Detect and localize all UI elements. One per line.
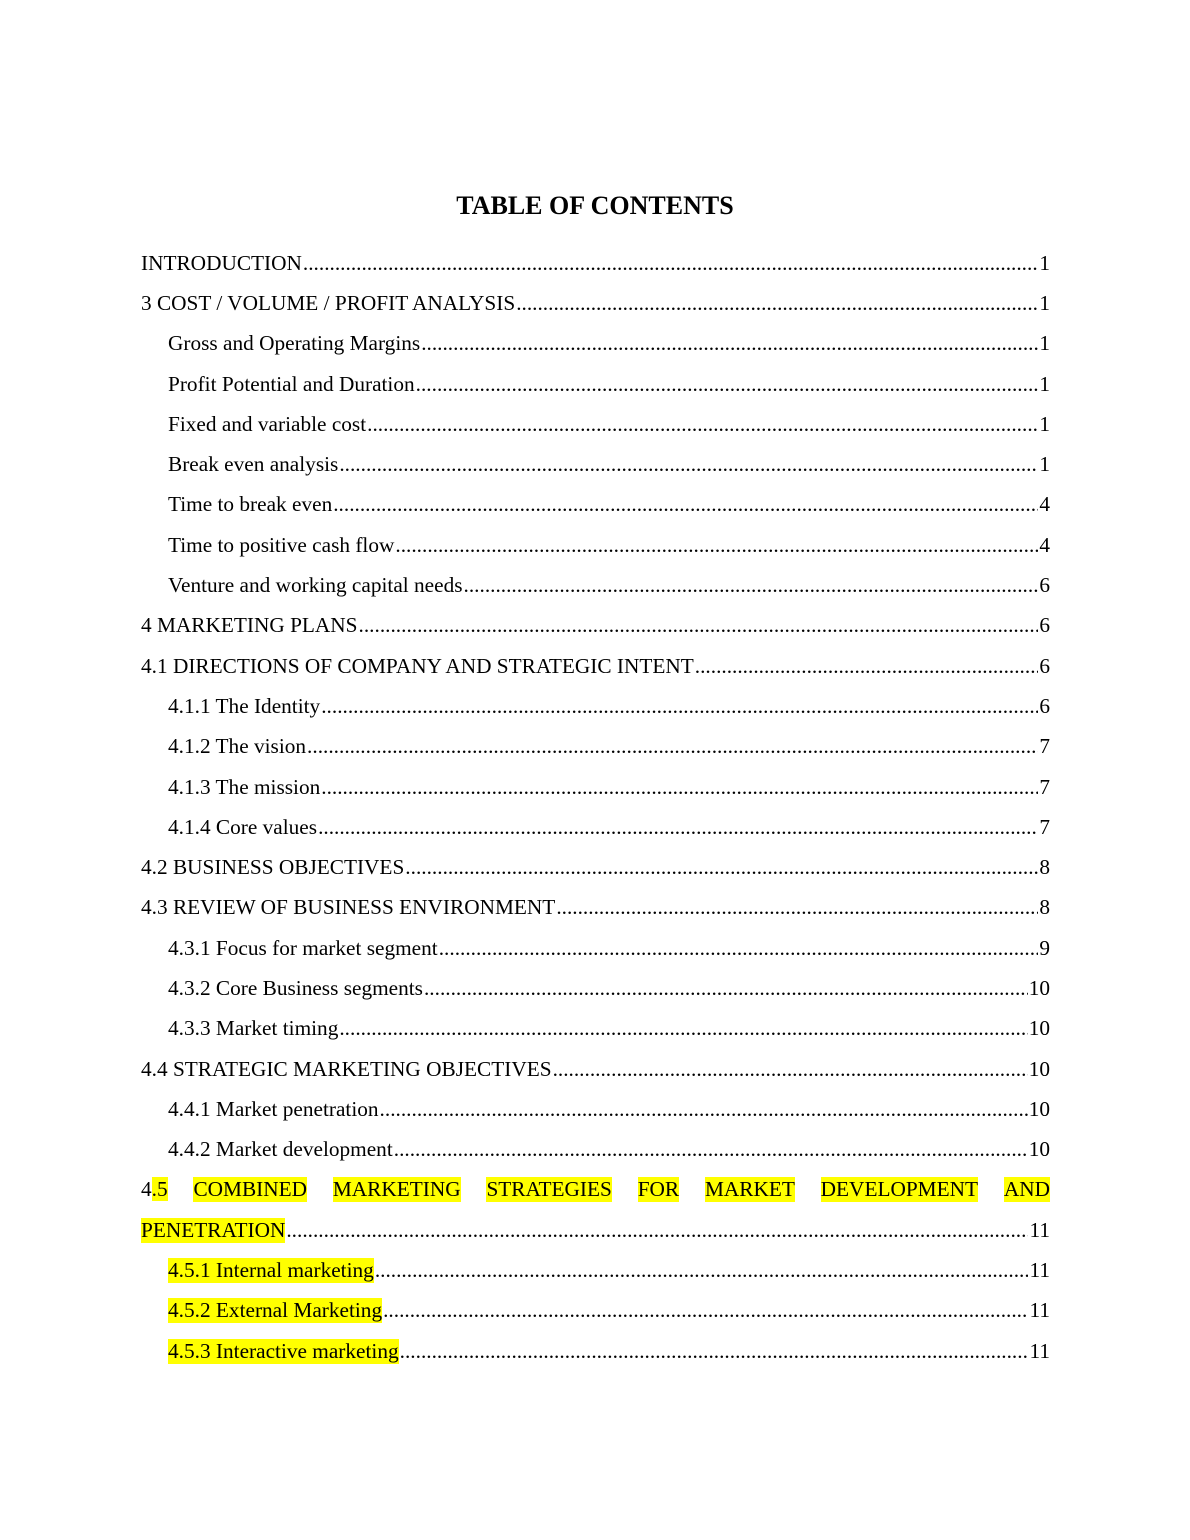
toc-entry-text: Fixed and variable cost — [168, 411, 367, 436]
toc-page-number: 10 — [1028, 1056, 1050, 1081]
toc-entry-text: 4.1.1 The Identity — [168, 693, 321, 718]
toc-entry-text: 4.1 DIRECTIONS OF COMPANY AND STRATEGIC INTENT — [141, 653, 694, 678]
toc-leader-dots — [416, 372, 1039, 397]
toc-page-number: 11 — [1029, 1258, 1050, 1283]
toc-page-number: 10 — [1028, 1096, 1050, 1121]
toc-page-number: 6 — [1039, 613, 1050, 638]
toc-leader-dots — [421, 331, 1038, 356]
highlighted-text: DEVELOPMENT — [820, 1177, 979, 1202]
toc-leader-dots — [424, 976, 1028, 1001]
toc-leader-dots — [375, 1258, 1029, 1283]
toc-leader-dots — [339, 1016, 1027, 1041]
toc-entry[interactable] — [141, 404, 1050, 444]
toc-entry[interactable] — [141, 928, 1050, 968]
toc-leader-dots — [318, 815, 1038, 840]
toc-entry[interactable] — [141, 525, 1050, 565]
toc-entry-text: 4.2 BUSINESS OBJECTIVES — [141, 855, 405, 880]
toc-entry[interactable] — [141, 1250, 1050, 1290]
toc-leader-dots — [367, 412, 1038, 437]
toc-leader-dots — [303, 251, 1038, 276]
toc-leader-dots — [400, 1339, 1029, 1364]
toc-leader-dots — [321, 775, 1038, 800]
toc-entry-text: 4.1.3 The mission — [168, 774, 321, 799]
toc-entry-text: 4.3.3 Market timing — [168, 1016, 339, 1041]
toc-list — [141, 243, 1050, 1371]
highlighted-text: COMBINED — [193, 1177, 308, 1202]
toc-page-number: 1 — [1039, 452, 1050, 477]
toc-entry[interactable] — [141, 364, 1050, 404]
toc-entry[interactable] — [141, 888, 1050, 928]
toc-page-number: 6 — [1039, 653, 1050, 678]
toc-leader-dots — [395, 533, 1038, 558]
toc-leader-dots — [516, 291, 1038, 316]
toc-leader-dots — [383, 1298, 1028, 1323]
toc-leader-dots — [695, 654, 1039, 679]
toc-page-number: 10 — [1028, 975, 1050, 1000]
toc-entry-text: 4.3.2 Core Business segments — [168, 975, 423, 1000]
highlighted-text: .5 — [151, 1177, 168, 1202]
toc-combined-prefix: 4.5 — [141, 1177, 168, 1202]
toc-entry-text: INTRODUCTION — [141, 250, 302, 275]
toc-entry[interactable] — [141, 727, 1050, 767]
toc-page-number: 11 — [1029, 1217, 1050, 1242]
toc-entry-text: Gross and Operating Margins — [168, 331, 421, 356]
toc-entry[interactable] — [141, 1331, 1050, 1371]
toc-page-number: 1 — [1039, 290, 1050, 315]
highlighted-text: MARKETING — [332, 1177, 461, 1202]
toc-leader-dots — [286, 1218, 1028, 1243]
toc-page-number: 6 — [1039, 573, 1050, 598]
toc-title: TABLE OF CONTENTS — [456, 191, 734, 220]
toc-page-number: 1 — [1039, 411, 1050, 436]
toc-leader-dots — [553, 1057, 1028, 1082]
toc-entry-text: 4.4.1 Market penetration — [168, 1096, 379, 1121]
toc-entry-text: 4.1.2 The vision — [168, 734, 307, 759]
toc-entry[interactable] — [141, 847, 1050, 887]
toc-entry[interactable] — [141, 686, 1050, 726]
toc-page-number: 1 — [1039, 250, 1050, 275]
toc-page-number: 4 — [1039, 532, 1050, 557]
toc-entry[interactable] — [141, 767, 1050, 807]
toc-entry[interactable] — [141, 646, 1050, 686]
toc-page-number: 8 — [1039, 855, 1050, 880]
toc-entry[interactable] — [141, 324, 1050, 364]
toc-leader-dots — [321, 694, 1038, 719]
highlighted-text: AND — [1003, 1177, 1050, 1202]
toc-entry-text: 4.4.2 Market development — [168, 1137, 393, 1162]
toc-page-number: 11 — [1029, 1298, 1050, 1323]
toc-page-number: 6 — [1039, 693, 1050, 718]
toc-entry-text: Profit Potential and Duration — [168, 371, 415, 396]
toc-entry-text: 4 MARKETING PLANS — [141, 613, 358, 638]
toc-page-number: 1 — [1039, 331, 1050, 356]
toc-entry[interactable] — [141, 1089, 1050, 1129]
toc-entry[interactable] — [141, 807, 1050, 847]
toc-entry[interactable] — [141, 485, 1050, 525]
toc-entry-text: 4.1.4 Core values — [168, 814, 318, 839]
toc-entry-text: Time to positive cash flow — [168, 532, 395, 557]
toc-leader-dots — [394, 1137, 1028, 1162]
toc-leader-dots — [307, 734, 1038, 759]
toc-leader-dots — [464, 573, 1039, 598]
highlighted-text: MARKET — [704, 1177, 795, 1202]
toc-entry[interactable] — [141, 283, 1050, 323]
toc-leader-dots — [380, 1097, 1028, 1122]
toc-entry[interactable] — [141, 565, 1050, 605]
toc-entry-text: 4.4 STRATEGIC MARKETING OBJECTIVES — [141, 1056, 552, 1081]
toc-entry[interactable] — [141, 1130, 1050, 1170]
toc-entry-text: Break even analysis — [168, 452, 339, 477]
toc-entry[interactable] — [141, 1291, 1050, 1331]
toc-page-number: 11 — [1029, 1338, 1050, 1363]
toc-entry-text: 4.3 REVIEW OF BUSINESS ENVIRONMENT — [141, 895, 556, 920]
toc-entry[interactable] — [141, 243, 1050, 283]
toc-entry-text: 3 COST / VOLUME / PROFIT ANALYSIS — [141, 290, 516, 315]
highlighted-text: FOR — [637, 1177, 680, 1202]
toc-entry-text: Time to break even — [168, 492, 333, 517]
toc-entry[interactable] — [141, 606, 1050, 646]
highlighted-text: PENETRATION — [141, 1217, 286, 1242]
toc-page-number: 7 — [1039, 814, 1050, 839]
toc-entry[interactable] — [141, 968, 1050, 1008]
toc-entry-combined-line1[interactable] — [141, 1170, 1050, 1210]
toc-page-number: 1 — [1039, 371, 1050, 396]
toc-entry-text: 4.5.1 Internal marketing — [168, 1258, 374, 1283]
highlighted-text: STRATEGIES — [486, 1177, 612, 1202]
toc-entry-combined-line2[interactable] — [141, 1210, 1050, 1250]
toc-entry[interactable] — [141, 1009, 1050, 1049]
toc-entry[interactable] — [141, 1049, 1050, 1089]
toc-leader-dots — [405, 855, 1038, 880]
toc-entry-text: 4.5.3 Interactive marketing — [168, 1338, 399, 1363]
toc-page-number: 7 — [1039, 774, 1050, 799]
toc-entry-text: 4.3.1 Focus for market segment — [168, 935, 438, 960]
toc-page-number: 4 — [1039, 492, 1050, 517]
toc-entry[interactable] — [141, 444, 1050, 484]
toc-leader-dots — [556, 895, 1038, 920]
toc-entry-text: 4.5.2 External Marketing — [168, 1298, 383, 1323]
toc-page-number: 10 — [1028, 1137, 1050, 1162]
toc-leader-dots — [439, 936, 1039, 961]
toc-entry-text: Venture and working capital needs — [168, 573, 463, 598]
toc-leader-dots — [359, 613, 1039, 638]
toc-leader-dots — [339, 452, 1038, 477]
toc-page-number: 9 — [1039, 935, 1050, 960]
toc-leader-dots — [333, 492, 1038, 517]
toc-page-number: 8 — [1039, 895, 1050, 920]
toc-page-number: 10 — [1028, 1016, 1050, 1041]
toc-page-number: 7 — [1039, 734, 1050, 759]
